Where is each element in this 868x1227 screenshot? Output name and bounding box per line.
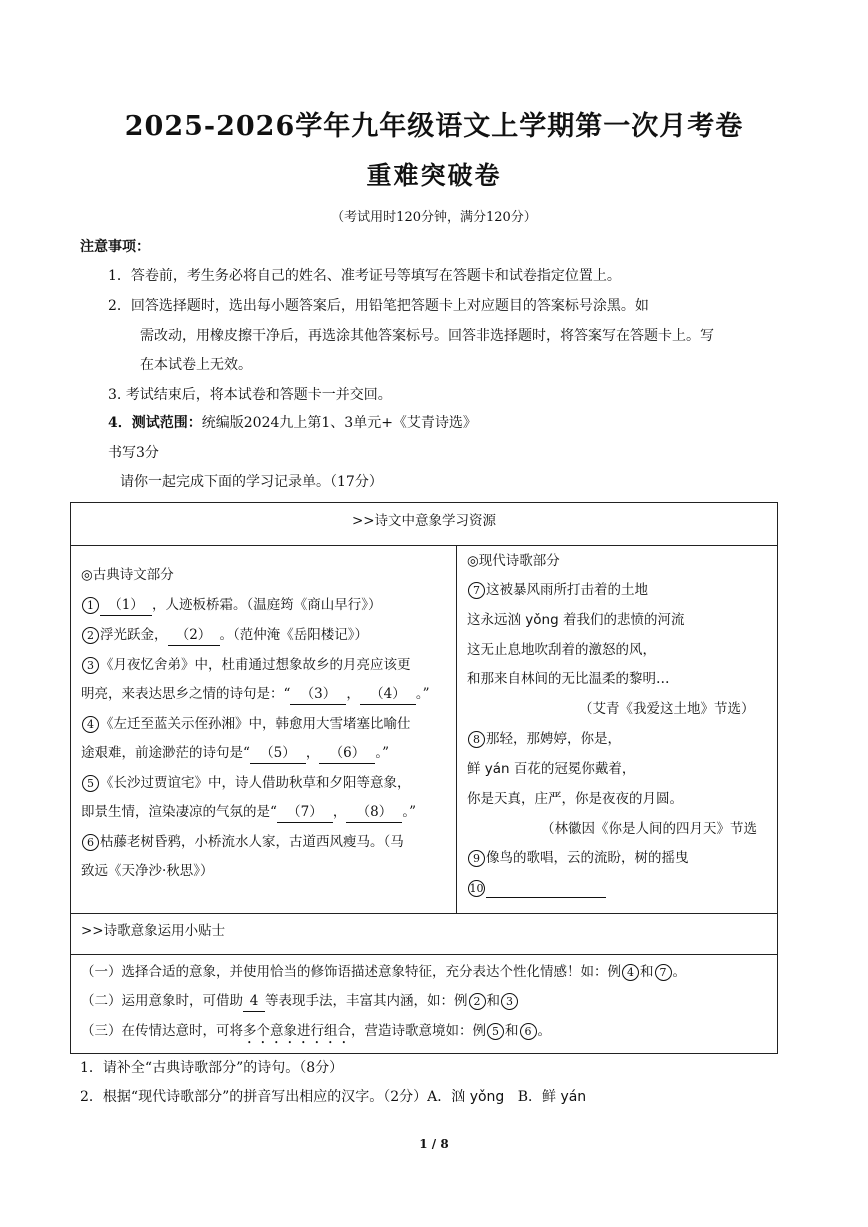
comma: ， [332, 804, 347, 820]
modern-source-1: （艾青《我爱这土地》节选） [579, 701, 755, 717]
page-number: 1 / 8 [419, 1137, 449, 1151]
modern-line-8: 你是天真，庄严，你是夜夜的月圆。 [467, 791, 683, 807]
classical-line-4b-text: 途艰难，前途渺茫的诗句是“ [81, 745, 250, 761]
modern-line-6-text: 那轻，那娉婷，你是， [486, 731, 621, 747]
notice-item-4 [108, 413, 477, 433]
modern-line-3: 这无止息地吹刮着的激怒的风， [467, 642, 656, 658]
and-text: 和 [640, 964, 654, 980]
circle-number-6: 6 [82, 834, 99, 851]
classical-heading: ◎古典诗文部分 [81, 567, 174, 583]
question-2-pinyin-2: yán [560, 1089, 587, 1105]
classical-line-6b: 致远《天净沙·秋思》） [81, 863, 214, 879]
modern-line-7-text-b: 百花的冠冕你戴着， [513, 761, 636, 777]
modern-source-2: （林徽因《你是人间的四月天》节选 [541, 821, 757, 837]
circle-number-2: 2 [82, 627, 99, 644]
notice-item-1: 1．答卷前，考生务必将自己的姓名、准考证号等填写在答题卡和试卷指定位置上。 [108, 268, 621, 284]
close-quote: 。” [402, 804, 417, 820]
period: 。 [672, 964, 686, 980]
circle-number-3: 3 [501, 993, 518, 1010]
circle-number-4: 4 [622, 964, 639, 981]
classical-line-5a-text: 《长沙过贾谊宅》中，诗人借助秋草和夕阳等意象， [100, 775, 411, 791]
exam-subtitle: 重难突破卷 [366, 161, 502, 190]
tip-1 [81, 962, 686, 982]
question-2-text-a: 2．根据“现代诗歌部分”的拼音写出相应的汉字。（2分）A．汹 [80, 1089, 466, 1105]
question-2 [80, 1087, 586, 1107]
classical-line-2-text-b: 。（范仲淹《岳阳楼记》） [219, 627, 368, 643]
close-quote: 。” [375, 745, 390, 761]
tip-2-blank: 4 [243, 991, 265, 1012]
answer-blank-5: （5） [250, 743, 306, 764]
circle-number-5: 5 [82, 775, 99, 792]
classical-line-3b [81, 684, 430, 705]
classical-line-5a [81, 773, 411, 793]
circle-number-3: 3 [82, 657, 99, 674]
modern-line-1 [467, 580, 648, 600]
answer-blank-1: （1） [100, 595, 152, 616]
tip-2 [81, 991, 519, 1012]
circle-number-8: 8 [468, 731, 485, 748]
modern-heading: ◎现代诗歌部分 [467, 553, 560, 569]
tips-header: >>诗歌意象运用小贴士 [81, 923, 226, 939]
tip-3-text-b: ，营造诗歌意境如：例 [351, 1023, 486, 1039]
classical-line-2-text-a: 浮光跃金， [100, 627, 168, 643]
answer-blank-8: （8） [346, 802, 402, 823]
circle-number-7: 7 [655, 964, 672, 981]
comma: ， [305, 745, 320, 761]
tip-3-text-a: （三）在传情达意时，可将 [81, 1023, 243, 1039]
modern-line-4: 和那来自林间的无比温柔的黎明… [467, 671, 670, 687]
modern-line-2-text-b: 着我们的悲愤的河流 [562, 612, 685, 628]
tip-2-text-b: 等表现手法，丰富其内涵，如：例 [265, 993, 468, 1009]
question-1: 1．请补全“古典诗歌部分”的诗句。（8分） [80, 1060, 344, 1076]
and-text: 和 [505, 1023, 519, 1039]
answer-blank-6: （6） [319, 743, 375, 764]
classical-line-5b [81, 802, 416, 823]
circle-number-9: 9 [468, 850, 485, 867]
modern-line-2 [467, 610, 684, 630]
question-2-pinyin-1: yǒng [469, 1089, 505, 1105]
tip-3 [81, 1021, 551, 1047]
circle-number-1: 1 [82, 597, 99, 614]
table-divider-3 [71, 954, 777, 955]
writing-score: 书写3分 [108, 445, 159, 461]
notice-item-3: 3. 考试结束后，将本试卷和答题卡一并交回。 [108, 387, 392, 403]
comma: ， [346, 686, 360, 702]
exam-title: 2025-2026学年九年级语文上学期第一次月考卷 [124, 111, 744, 142]
circle-number-7: 7 [468, 582, 485, 599]
classical-line-2 [81, 625, 368, 646]
table-header: >>诗文中意象学习资源 [351, 513, 497, 529]
classical-line-4a [81, 714, 411, 734]
classical-line-3b-text: 明亮，来表达思乡之情的诗句是：“ [81, 686, 291, 702]
table-column-divider [456, 545, 457, 914]
pinyin-yan: yán [484, 761, 510, 777]
period: 。 [537, 1023, 551, 1039]
modern-line-10 [467, 848, 689, 868]
circle-number-6: 6 [520, 1023, 537, 1040]
question-2-text-b: B．鲜 [517, 1089, 556, 1105]
modern-line-7-text-a: 鲜 [467, 761, 481, 777]
circle-number-2: 2 [469, 993, 486, 1010]
notice-item-2-line-1: 2．回答选择题时，选出每小题答案后，用铅笔把答题卡上对应题目的答案标号涂黑。如 [108, 298, 649, 314]
exam-time-info: （考试用时120分钟，满分120分） [331, 210, 537, 225]
answer-blank-2: （2） [168, 625, 220, 646]
classical-line-4b [81, 743, 389, 764]
circle-number-4: 4 [82, 716, 99, 733]
notice-item-2-line-2: 需改动，用橡皮擦干净后，再选涂其他答案标号。回答非选择题时，将答案写在答题卡上。写 [140, 328, 714, 344]
classical-line-5b-text: 即景生情，渲染凄凉的气氛的是“ [81, 804, 277, 820]
and-text: 和 [486, 993, 500, 1009]
modern-line-11 [467, 878, 606, 898]
modern-line-2-text-a: 这永远汹 [467, 612, 521, 628]
answer-blank-3: （3） [290, 684, 346, 705]
notice-heading: 注意事项： [80, 239, 150, 255]
circle-number-10: 10 [469, 882, 484, 895]
classical-line-6a-text: 枯藤老树昏鸦，小桥流水人家，古道西风瘦马。（马 [100, 834, 404, 850]
notice-item-4-text: 统编版2024九上第1、3单元+《艾青诗选》 [201, 415, 477, 431]
table-divider-2 [71, 913, 777, 914]
classical-line-4a-text: 《左迁至蓝关示侄孙湘》中，韩愈用大雪堵塞比喻仕 [100, 716, 411, 732]
answer-blank-4: （4） [360, 684, 416, 705]
modern-line-1-text: 这被暴风雨所打击着的土地 [486, 582, 648, 598]
answer-blank-10 [486, 883, 606, 898]
section-intro: 请你一起完成下面的学习记录单。（17分） [120, 474, 383, 490]
tip-1-text: （一）选择合适的意象，并使用恰当的修饰语描述意象特征，充分表达个性化情感！如：例 [81, 964, 621, 980]
answer-blank-7: （7） [277, 802, 333, 823]
close-quote: 。” [415, 686, 430, 702]
modern-line-7 [467, 759, 635, 779]
notice-item-2-line-3: 在本试卷上无效。 [140, 357, 252, 373]
notice-item-4-label: 4．测试范围： [108, 415, 202, 431]
classical-line-1 [81, 595, 382, 616]
study-record-table [70, 502, 778, 1054]
table-divider-1 [71, 545, 777, 546]
pinyin-yong: yǒng [525, 612, 559, 628]
modern-line-10-text: 像鸟的歌唱，云的流盼，树的摇曳 [486, 850, 689, 866]
classical-line-3a-text: 《月夜忆舍弟》中，杜甫通过想象故乡的月亮应该更 [100, 657, 411, 673]
modern-line-6 [467, 729, 621, 749]
tip-3-emphasis: 多个意象进行组合 [243, 1023, 351, 1039]
circle-number-5: 5 [487, 1023, 504, 1040]
classical-line-1-text: ，人迹板桥霜。（温庭筠《商山早行》） [152, 597, 382, 613]
tip-2-text-a: （二）运用意象时，可借助 [81, 993, 243, 1009]
classical-line-3a [81, 655, 411, 675]
classical-line-6a [81, 832, 404, 852]
